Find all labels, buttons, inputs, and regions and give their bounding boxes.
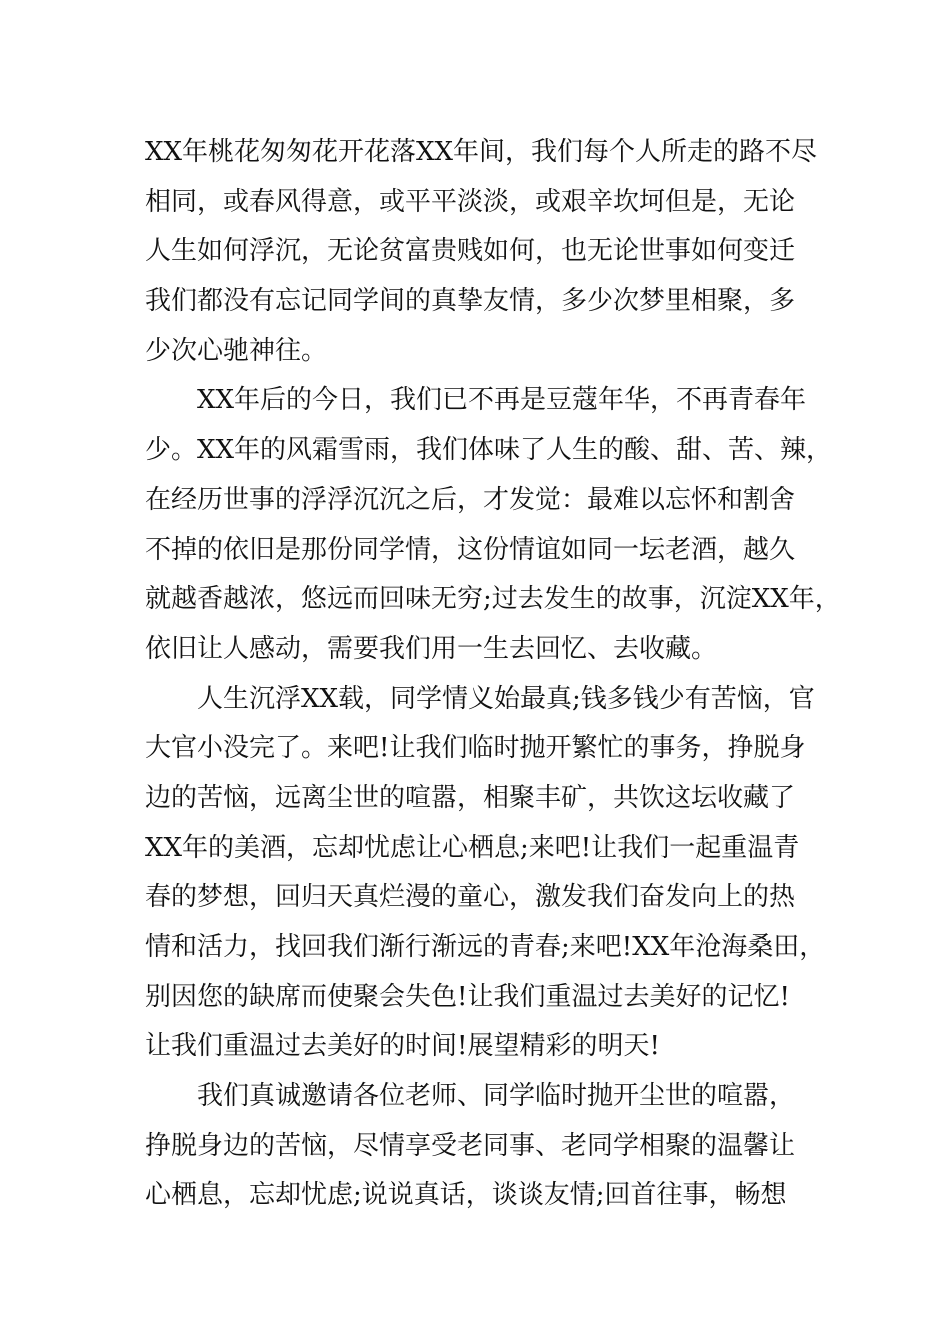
- text-line: 别因您的缺席而使聚会失色!让我们重温过去美好的记忆!: [145, 981, 790, 1012]
- text-line: 相同，或春风得意，或平平淡淡，或艰辛坎坷但是，无论: [145, 186, 796, 217]
- text-line: XX年桃花匆匆花开花落XX年间，我们每个人所走的路不尽: [145, 137, 818, 167]
- text-line: 边的苦恼，远离尘世的喧嚣，相聚丰矿，共饮这坛收藏了: [145, 782, 796, 813]
- text-line: 就越香越浓，悠远而回味无穷;过去发生的故事，沉淀XX年，: [145, 584, 841, 615]
- document-body: [145, 128, 845, 1221]
- paragraph-start-line: XX年后的今日，我们已不再是豆蔻年华，不再青春年: [197, 385, 807, 416]
- text-line: 人生如何浮沉，无论贫富贵贱如何，也无论世事如何变迁: [145, 236, 796, 267]
- paragraph-start-line: 我们真诚邀请各位老师、同学临时抛开尘世的喧嚣，: [197, 1081, 796, 1112]
- text-line: 春的梦想，回归天真烂漫的童心，激发我们奋发向上的热: [145, 882, 796, 913]
- text-line: 少次心驰神往。: [145, 335, 328, 366]
- text-line: 情和活力，找回我们渐行渐远的青春;来吧!XX年沧海桑田，: [145, 932, 826, 962]
- paragraph-start-line: 人生沉浮XX载，同学情义始最真;钱多钱少有苦恼，官: [197, 683, 815, 714]
- text-line: 依旧让人感动，需要我们用一生去回忆、去收藏。: [145, 633, 718, 664]
- text-line: 挣脱身边的苦恼，尽情享受老同事、老同学相聚的温馨让: [145, 1130, 796, 1161]
- text-line: 少。XX年的风霜雪雨，我们体味了人生的酸、甜、苦、辣，: [145, 435, 833, 466]
- text-line: 在经历世事的浮浮沉沉之后，才发觉：最难以忘怀和割舍: [145, 484, 796, 515]
- text-line: XX年的美酒，忘却忧虑让心栖息;来吧!让我们一起重温青: [145, 832, 800, 863]
- text-line: 心栖息，忘却忧虑;说说真话，谈谈友情;回首往事，畅想: [145, 1180, 787, 1211]
- text-line: 不掉的依旧是那份同学情，这份情谊如同一坛老酒，越久: [145, 534, 796, 565]
- text-line: 让我们重温过去美好的时间!展望精彩的明天!: [145, 1031, 660, 1062]
- text-line: 我们都没有忘记同学间的真挚友情，多少次梦里相聚，多: [145, 286, 796, 317]
- text-line: 大官小没完了。来吧!让我们临时抛开繁忙的事务，挣脱身: [145, 733, 806, 764]
